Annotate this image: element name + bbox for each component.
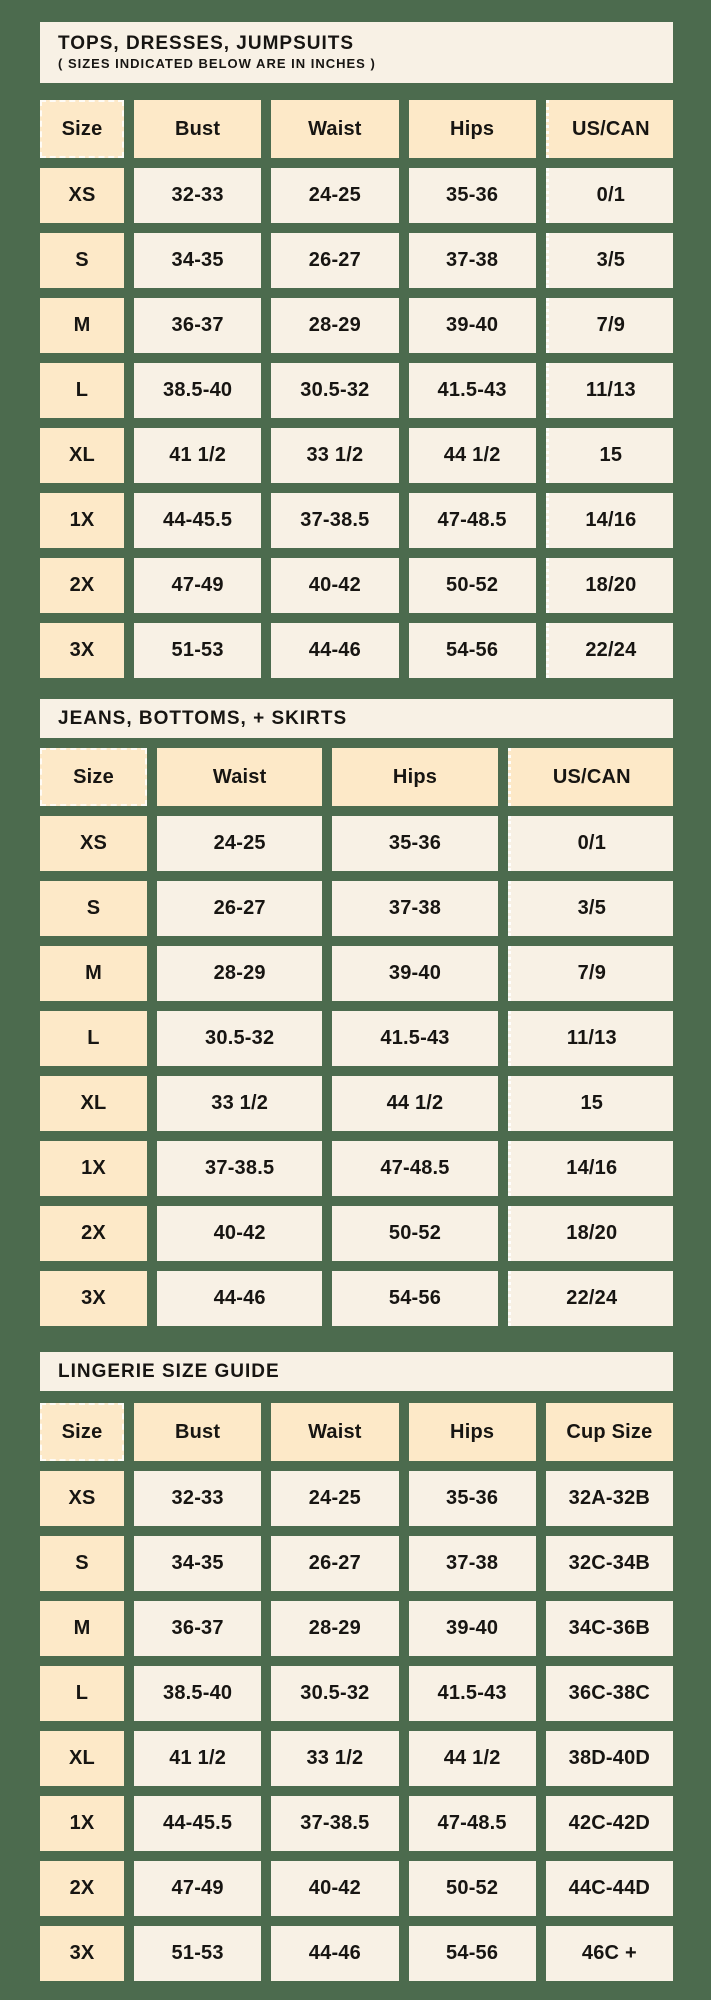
value-cell: 7/9: [508, 946, 673, 1001]
size-label-cell: L: [40, 363, 124, 418]
value-cell: 54-56: [332, 1271, 497, 1326]
size-label-cell: 3X: [40, 1926, 124, 1981]
value-cell: 47-48.5: [332, 1141, 497, 1196]
size-label-cell: S: [40, 1536, 124, 1591]
value-cell: 37-38.5: [271, 1796, 398, 1851]
size-label-cell: M: [40, 946, 147, 1001]
value-cell: 24-25: [157, 816, 322, 871]
value-cell: 38.5-40: [134, 363, 261, 418]
size-label-cell: M: [40, 1601, 124, 1656]
table-title: TOPS, DRESSES, JUMPSUITS: [58, 33, 355, 55]
value-cell: 46C +: [546, 1926, 673, 1981]
value-cell: 47-49: [134, 558, 261, 613]
table-title-banner: [40, 699, 673, 738]
value-cell: 38D-40D: [546, 1731, 673, 1786]
value-cell: 47-49: [134, 1861, 261, 1916]
value-cell: 44 1/2: [409, 1731, 536, 1786]
value-cell: 51-53: [134, 1926, 261, 1981]
column-header-bust: Bust: [134, 100, 261, 158]
value-cell: 18/20: [546, 558, 673, 613]
size-label-cell: 1X: [40, 1796, 124, 1851]
value-cell: 32A-32B: [546, 1471, 673, 1526]
value-cell: 44 1/2: [332, 1076, 497, 1131]
value-cell: 26-27: [271, 233, 398, 288]
table-grid: [40, 1403, 673, 1981]
value-cell: 44C-44D: [546, 1861, 673, 1916]
value-cell: 51-53: [134, 623, 261, 678]
value-cell: 33 1/2: [271, 1731, 398, 1786]
value-cell: 26-27: [271, 1536, 398, 1591]
value-cell: 22/24: [546, 623, 673, 678]
size-label-cell: 1X: [40, 493, 124, 548]
value-cell: 44-46: [271, 1926, 398, 1981]
value-cell: 50-52: [409, 558, 536, 613]
size-label-cell: M: [40, 298, 124, 353]
value-cell: 37-38: [409, 1536, 536, 1591]
table-title-banner: [40, 22, 673, 83]
value-cell: 34C-36B: [546, 1601, 673, 1656]
value-cell: 24-25: [271, 168, 398, 223]
column-header-cup-size: Cup Size: [546, 1403, 673, 1461]
value-cell: 35-36: [409, 168, 536, 223]
value-cell: 44-46: [157, 1271, 322, 1326]
column-header-hips: Hips: [409, 1403, 536, 1461]
value-cell: 44 1/2: [409, 428, 536, 483]
value-cell: 54-56: [409, 1926, 536, 1981]
table-title: JEANS, BOTTOMS, + SKIRTS: [58, 707, 348, 729]
size-label-cell: XS: [40, 816, 147, 871]
value-cell: 3/5: [546, 233, 673, 288]
value-cell: 18/20: [508, 1206, 673, 1261]
size-label-cell: XS: [40, 1471, 124, 1526]
value-cell: 28-29: [271, 1601, 398, 1656]
size-label-cell: S: [40, 881, 147, 936]
column-header-hips: Hips: [409, 100, 536, 158]
table-grid: [40, 748, 673, 1326]
size-label-cell: 2X: [40, 1861, 124, 1916]
value-cell: 37-38.5: [157, 1141, 322, 1196]
table-subtitle: ( SIZES INDICATED BELOW ARE IN INCHES ): [58, 55, 376, 71]
size-label-cell: 3X: [40, 1271, 147, 1326]
value-cell: 41.5-43: [332, 1011, 497, 1066]
size-label-cell: 2X: [40, 1206, 147, 1261]
size-label-cell: S: [40, 233, 124, 288]
value-cell: 38.5-40: [134, 1666, 261, 1721]
value-cell: 37-38: [409, 233, 536, 288]
table-grid: [40, 100, 673, 678]
column-header-bust: Bust: [134, 1403, 261, 1461]
size-table-jeans-bottoms-skirts: [40, 699, 673, 1326]
value-cell: 54-56: [409, 623, 536, 678]
size-label-cell: XL: [40, 1076, 147, 1131]
value-cell: 30.5-32: [271, 363, 398, 418]
size-label-cell: L: [40, 1666, 124, 1721]
value-cell: 36-37: [134, 1601, 261, 1656]
column-header-waist: Waist: [271, 100, 398, 158]
value-cell: 41 1/2: [134, 428, 261, 483]
column-header-size: Size: [40, 1403, 124, 1461]
size-label-cell: 1X: [40, 1141, 147, 1196]
value-cell: 33 1/2: [271, 428, 398, 483]
size-label-cell: XL: [40, 428, 124, 483]
table-title-banner: [40, 1352, 673, 1391]
value-cell: 28-29: [157, 946, 322, 1001]
value-cell: 35-36: [332, 816, 497, 871]
value-cell: 24-25: [271, 1471, 398, 1526]
value-cell: 40-42: [157, 1206, 322, 1261]
value-cell: 30.5-32: [271, 1666, 398, 1721]
value-cell: 41 1/2: [134, 1731, 261, 1786]
column-header-size: Size: [40, 748, 147, 806]
value-cell: 3/5: [508, 881, 673, 936]
value-cell: 7/9: [546, 298, 673, 353]
value-cell: 36-37: [134, 298, 261, 353]
value-cell: 0/1: [546, 168, 673, 223]
value-cell: 32-33: [134, 1471, 261, 1526]
value-cell: 34-35: [134, 233, 261, 288]
value-cell: 36C-38C: [546, 1666, 673, 1721]
value-cell: 37-38: [332, 881, 497, 936]
value-cell: 11/13: [508, 1011, 673, 1066]
value-cell: 34-35: [134, 1536, 261, 1591]
size-label-cell: L: [40, 1011, 147, 1066]
value-cell: 30.5-32: [157, 1011, 322, 1066]
value-cell: 40-42: [271, 558, 398, 613]
table-title: LINGERIE SIZE GUIDE: [58, 1360, 280, 1382]
value-cell: 15: [508, 1076, 673, 1131]
value-cell: 26-27: [157, 881, 322, 936]
size-label-cell: XL: [40, 1731, 124, 1786]
value-cell: 44-46: [271, 623, 398, 678]
value-cell: 40-42: [271, 1861, 398, 1916]
value-cell: 37-38.5: [271, 493, 398, 548]
column-header-waist: Waist: [271, 1403, 398, 1461]
size-label-cell: XS: [40, 168, 124, 223]
size-label-cell: 3X: [40, 623, 124, 678]
value-cell: 35-36: [409, 1471, 536, 1526]
value-cell: 47-48.5: [409, 1796, 536, 1851]
column-header-us-can: US/CAN: [508, 748, 673, 806]
size-label-cell: 2X: [40, 558, 124, 613]
value-cell: 0/1: [508, 816, 673, 871]
column-header-waist: Waist: [157, 748, 322, 806]
value-cell: 22/24: [508, 1271, 673, 1326]
size-table-lingerie-size-guide: [40, 1352, 673, 1981]
value-cell: 50-52: [409, 1861, 536, 1916]
value-cell: 15: [546, 428, 673, 483]
value-cell: 41.5-43: [409, 363, 536, 418]
value-cell: 39-40: [332, 946, 497, 1001]
column-header-us-can: US/CAN: [546, 100, 673, 158]
value-cell: 14/16: [508, 1141, 673, 1196]
value-cell: 44-45.5: [134, 1796, 261, 1851]
value-cell: 42C-42D: [546, 1796, 673, 1851]
value-cell: 32C-34B: [546, 1536, 673, 1591]
value-cell: 39-40: [409, 1601, 536, 1656]
value-cell: 14/16: [546, 493, 673, 548]
value-cell: 44-45.5: [134, 493, 261, 548]
value-cell: 32-33: [134, 168, 261, 223]
value-cell: 41.5-43: [409, 1666, 536, 1721]
value-cell: 33 1/2: [157, 1076, 322, 1131]
value-cell: 28-29: [271, 298, 398, 353]
column-header-hips: Hips: [332, 748, 497, 806]
value-cell: 39-40: [409, 298, 536, 353]
value-cell: 11/13: [546, 363, 673, 418]
size-table-tops-dresses-jumpsuits: [40, 22, 673, 678]
column-header-size: Size: [40, 100, 124, 158]
value-cell: 50-52: [332, 1206, 497, 1261]
value-cell: 47-48.5: [409, 493, 536, 548]
